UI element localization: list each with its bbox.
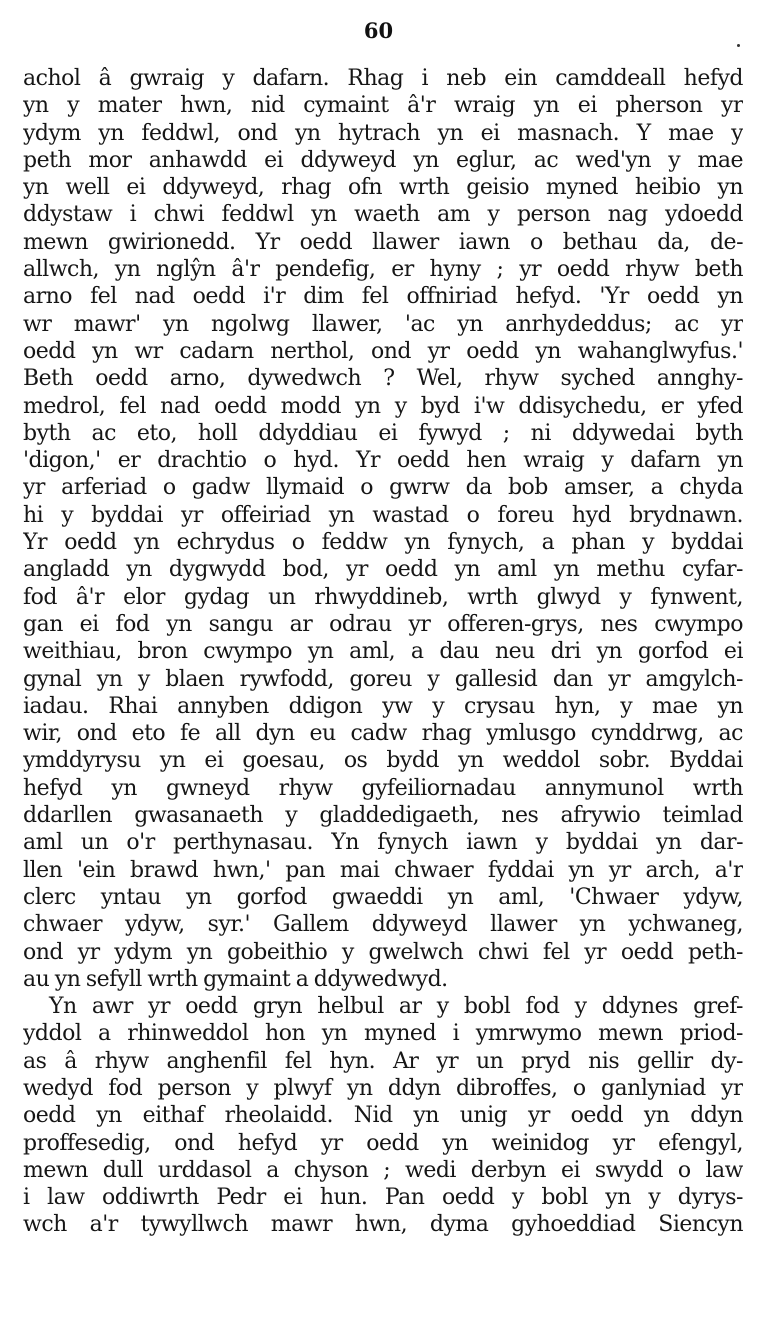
text-line: mewn gwirionedd. Yr oedd llawer iawn o bethau da, de- (23, 229, 743, 255)
text-line: gan ei fod yn sangu ar odrau yr offeren-grys, nes cwympo (23, 611, 743, 637)
text-line: llen 'ein brawd hwn,' pan mai chwaer fyddai yn yr arch, a'r (23, 857, 743, 883)
text-line: iadau. Rhai annyben ddigon yw y crysau hyn, y mae yn (23, 693, 743, 719)
text-line: hi y byddai yr offeiriad yn wastad o foreu hyd brydnawn. (23, 502, 743, 528)
text-line: proffesedig, ond hefyd yr oedd yn weinidog yr efengyl, (23, 1130, 743, 1156)
text-line: weithiau, bron cwympo yn aml, a dau neu dri yn gorfod ei (23, 639, 743, 665)
text-line: ddarllen gwasanaeth y gladdedigaeth, nes afrywio teimlad (23, 803, 743, 829)
text-line: wir, ond eto fe all dyn eu cadw rhag ymlusgo cynddrwg, ac (23, 721, 743, 747)
text-line: yr arferiad o gadw llymaid o gwrw da bob amser, a chyda (23, 475, 743, 501)
text-line: wch a'r tywyllwch mawr hwn, dyma gyhoeddiad Siencyn (23, 1212, 743, 1238)
text-line: Yn awr yr oedd gryn helbul ar y bobl fod y ddynes gref- (49, 994, 743, 1020)
text-line: gynal yn y blaen rywfodd, goreu y gallesid dan yr amgylch- (23, 666, 743, 692)
text-line: peth mor anhawdd ei ddyweyd yn eglur, ac wed'yn y mae (23, 147, 743, 173)
body-text (23, 65, 743, 1239)
text-line: arno fel nad oedd i'r dim fel offniriad hefyd. 'Yr oedd yn (23, 284, 743, 310)
text-line: wedyd fod person y plwyf yn ddyn dibroffes, o ganlyniad yr (23, 1075, 743, 1101)
text-line: fod â'r elor gydag un rhwyddineb, wrth glwyd y fynwent, (23, 584, 743, 610)
text-line: oedd yn eithaf rheolaidd. Nid yn unig yr oedd yn ddyn (23, 1103, 743, 1129)
text-line: hefyd yn gwneyd rhyw gyfeiliornadau annymunol wrth (23, 775, 743, 801)
text-line: ond yr ydym yn gobeithio y gwelwch chwi fel yr oedd peth- (23, 939, 743, 965)
text-line: medrol, fel nad oedd modd yn y byd i'w ddisychedu, er yfed (23, 393, 743, 419)
text-line: ydym yn feddwl, ond yn hytrach yn ei masnach. Y mae y (23, 120, 743, 146)
text-line: au yn sefyll wrth gymaint a ddywedwyd. (23, 966, 448, 992)
text-line: 'digon,' er drachtio o hyd. Yr oedd hen wraig y dafarn yn (23, 448, 743, 474)
text-line: i law oddiwrth Pedr ei hun. Pan oedd y bobl yn y dyrys- (23, 1185, 743, 1211)
text-line: as â rhyw anghenfil fel hyn. Ar yr un pryd nis gellir dy- (23, 1048, 743, 1074)
ink-speck (737, 44, 740, 47)
text-line: yn well ei ddyweyd, rhag ofn wrth geisio myned heibio yn (23, 175, 743, 201)
text-line: achol â gwraig y dafarn. Rhag i neb ein camddeall hefyd (23, 66, 743, 91)
text-line: ymddyrysu yn ei goesau, os bydd yn weddol sobr. Byddai (23, 748, 743, 774)
text-line: wr mawr' yn ngolwg llawer, 'ac yn anrhydeddus; ac yr (23, 311, 743, 337)
text-line: yddol a rhinweddol hon yn myned i ymrwymo mewn priod- (23, 1021, 743, 1047)
text-line: mewn dull urddasol a chyson ; wedi derbyn ei swydd o law (23, 1157, 743, 1183)
text-line: oedd yn wr cadarn nerthol, ond yr oedd yn wahanglwyfus.' (23, 338, 743, 364)
text-line: byth ac eto, holl ddyddiau ei fywyd ; ni ddywedai byth (23, 420, 743, 446)
text-line: Yr oedd yn echrydus o feddw yn fynych, a phan y byddai (23, 530, 743, 556)
text-line: yn y mater hwn, nid cymaint â'r wraig yn ei pherson yr (23, 93, 743, 119)
text-line: Beth oedd arno, dywedwch ? Wel, rhyw syched annghy- (23, 366, 743, 392)
text-line: chwaer ydyw, syr.' Gallem ddyweyd llawer yn ychwaneg, (23, 912, 743, 938)
text-line: ddystaw i chwi feddwl yn waeth am y person nag ydoedd (23, 202, 743, 228)
text-line: clerc yntau yn gorfod gwaeddi yn aml, 'Chwaer ydyw, (23, 884, 743, 910)
text-line: angladd yn dygwydd bod, yr oedd yn aml yn methu cyfar- (23, 557, 743, 583)
text-line: aml un o'r perthynasau. Yn fynych iawn y byddai yn dar- (23, 830, 743, 856)
text-line: allwch, yn nglŷn â'r pendefig, er hyny ; yr oedd rhyw beth (23, 257, 743, 283)
page-number: 60 (363, 18, 394, 43)
